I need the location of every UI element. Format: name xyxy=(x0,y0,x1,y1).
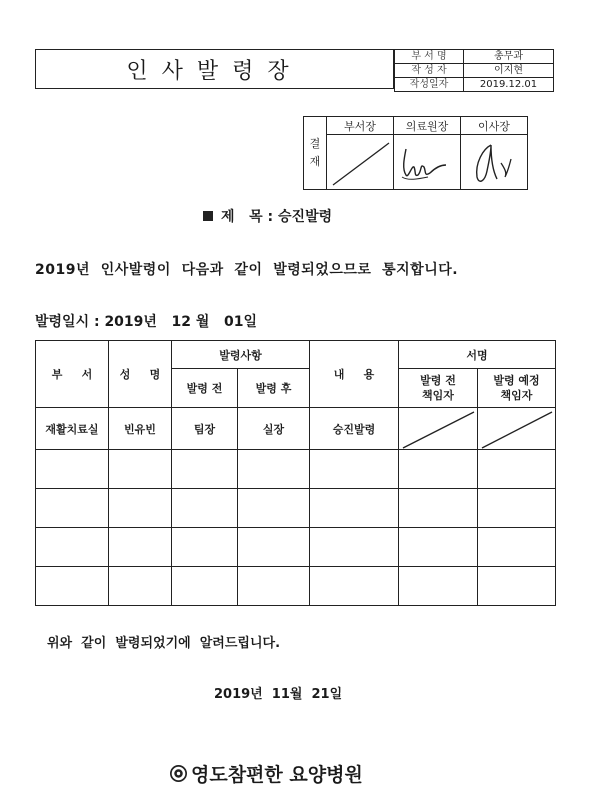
square-bullet-icon xyxy=(203,211,213,221)
approval-header-director: 의료원장 xyxy=(394,117,461,135)
approval-sign-director xyxy=(394,135,461,190)
cell-sign-after xyxy=(478,408,556,450)
table-row-empty xyxy=(36,450,556,489)
document-title: 인사발령장 xyxy=(126,58,303,84)
approval-header-dept-head: 부서장 xyxy=(327,117,394,135)
cell-sign-before xyxy=(399,408,478,450)
table-row-empty xyxy=(36,567,556,606)
signature-director xyxy=(394,135,460,189)
cell-content: 승진발령 xyxy=(310,408,399,450)
header-after: 발령 후 xyxy=(238,369,310,408)
header-sign: 서명 xyxy=(399,341,556,369)
cell-dept: 재활치료실 xyxy=(36,408,109,450)
diagonal-slash xyxy=(399,408,478,450)
subject-line xyxy=(203,206,332,226)
meta-label: 부 서 명 xyxy=(395,50,464,64)
header-sign-after: 발령 예정 책임자 xyxy=(478,369,556,408)
approval-sign-chairman xyxy=(461,135,528,190)
cell-after: 실장 xyxy=(238,408,310,450)
approval-header-chairman: 이사장 xyxy=(461,117,528,135)
header-content: 내 용 xyxy=(310,341,399,408)
header-dept: 부 서 xyxy=(36,341,109,408)
header-name: 성 명 xyxy=(109,341,172,408)
table-header-row xyxy=(36,341,556,369)
issue-date: 2019년 11월 21일 xyxy=(214,687,343,702)
document-meta-table xyxy=(394,49,554,92)
meta-label: 작성일자 xyxy=(395,78,464,92)
cell-name: 빈유빈 xyxy=(109,408,172,450)
header-before: 발령 전 xyxy=(172,369,238,408)
organization-name: 영도참편한 요양병원 xyxy=(191,764,363,786)
meta-row xyxy=(395,78,554,92)
approval-side-label xyxy=(304,117,327,190)
intro-text: 2019년 인사발령이 다음과 같이 발령되었으므로 통지합니다. xyxy=(35,262,459,278)
approval-sign-dept-head xyxy=(327,135,394,190)
diagonal-slash xyxy=(478,408,556,450)
cell-before: 팀장 xyxy=(172,408,238,450)
approval-side-text: 결 재 xyxy=(309,137,321,168)
meta-value: 총무과 xyxy=(464,50,554,64)
meta-label: 작 성 자 xyxy=(395,64,464,78)
header-action: 발령사항 xyxy=(172,341,310,369)
meta-value: 이지현 xyxy=(464,64,554,78)
meta-row xyxy=(395,64,554,78)
closing-text: 위와 같이 발령되었기에 알려드립니다. xyxy=(47,636,281,651)
organization-footer xyxy=(170,760,363,787)
table-row-empty xyxy=(36,489,556,528)
subject-text: 제 목 : 승진발령 xyxy=(221,209,333,225)
issue-datetime: 발령일시 : 2019년 12 월 01일 xyxy=(35,314,258,330)
document-title-box xyxy=(35,49,394,89)
hospital-logo-icon xyxy=(170,765,187,782)
meta-row xyxy=(395,50,554,64)
header-sign-before: 발령 전 책임자 xyxy=(399,369,478,408)
signature-chairman xyxy=(461,135,527,189)
appointment-table xyxy=(35,340,556,606)
diagonal-slash xyxy=(327,135,393,189)
approval-box xyxy=(303,116,528,190)
meta-value: 2019.12.01 xyxy=(464,78,554,92)
table-row xyxy=(36,408,556,450)
table-row-empty xyxy=(36,528,556,567)
